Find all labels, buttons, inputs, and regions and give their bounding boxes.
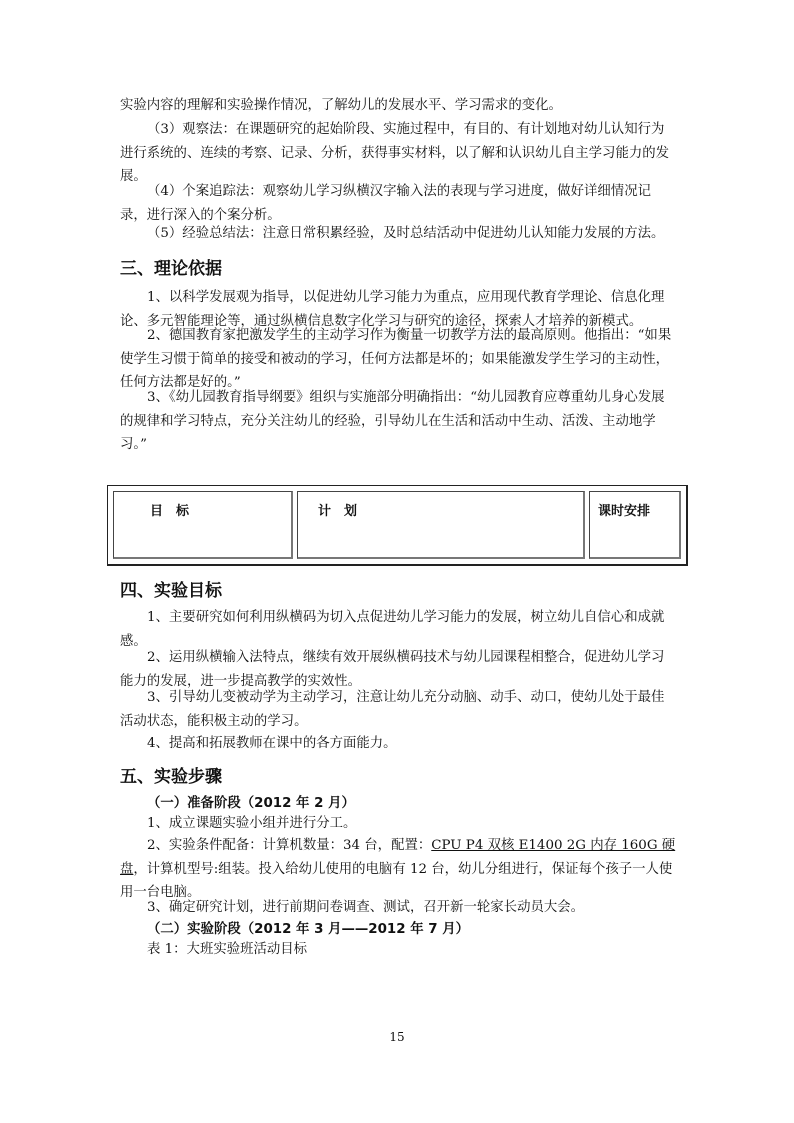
paragraph-goal-3: 3、引导幼儿变被动学为主动学习，注意让幼儿充分动脑、动手、动口，使幼儿处于最佳活动状态，能积极主动的学习。 bbox=[120, 690, 665, 729]
table-1-caption: 表 1：大班实验班活动目标 bbox=[147, 942, 308, 957]
step-2-prefix: 2、实验条件配备：计算机数量：34 台，配置： bbox=[147, 838, 432, 853]
paragraph-intro: 实验内容的理解和实验操作情况，了解幼儿的发展水平、学习需求的变化。 bbox=[120, 98, 562, 113]
stage-heading-experiment: （二）实验阶段（2012 年 3 月——2012 年 7 月） bbox=[147, 922, 470, 937]
table-header-schedule-cell bbox=[589, 491, 681, 559]
paragraph-method-experience: （5）经验总结法：注意日常积累经验，及时总结活动中促进幼儿认知能力发展的方法。 bbox=[147, 226, 665, 241]
page-number: 15 bbox=[389, 1030, 405, 1044]
table-header-schedule: 课时安排 bbox=[598, 504, 651, 519]
table-header-goal-cell bbox=[113, 491, 293, 559]
paragraph-theory-1: 1、以科学发展观为指导，以促进幼儿学习能力为重点，应用现代教育学理论、信息化理论、多元智能理论等，通过纵横信息数字化学习与研究的途径，探索人才培养的新模式。 bbox=[120, 290, 665, 329]
step-2-suffix: ，计算机型号:组装。投入给幼儿使用的电脑有 12 台，幼儿分组进行，保证每个孩子一人使用一台电脑。 bbox=[120, 861, 673, 900]
paragraph-theory-3: 3、《幼儿园教育指导纲要》组织与实施部分明确指出：“幼儿园教育应尊重幼儿身心发展的规律和学习特点，充分关注幼儿的经验，引导幼儿在生活和活动中生动、活泼、主动地学习。” bbox=[120, 390, 665, 452]
activity-table bbox=[107, 485, 687, 565]
section-heading-steps: 五、实验步骤 bbox=[120, 767, 222, 787]
paragraph-goal-4: 4、提高和拓展教师在课中的各方面能力。 bbox=[147, 736, 397, 751]
paragraph-theory-2: 2、德国教育家把激发学生的主动学习作为衡量一切教学方法的最高原则。他指出：“如果使学生习惯于简单的接受和被动的学习，任何方法都是坏的；如果能激发学生学习的主动性，任何方法都是好的。” bbox=[120, 328, 672, 390]
paragraph-method-observation: （3）观察法：在课题研究的起始阶段、实施过程中，有目的、有计划地对幼儿认知行为进行系统的、连续的考察、记录、分析，获得事实材料，以了解和认识幼儿自主学习能力的发展。 bbox=[120, 122, 670, 184]
section-heading-theory: 三、理论依据 bbox=[120, 259, 222, 279]
paragraph-step-3: 3、确定研究计划，进行前期问卷调查、测试，召开新一轮家长动员大会。 bbox=[147, 900, 585, 915]
paragraph-goal-1: 1、主要研究如何利用纵横码为切入点促进幼儿学习能力的发展，树立幼儿自信心和成就感。 bbox=[120, 610, 665, 649]
table-header-plan-cell bbox=[297, 491, 585, 559]
section-heading-goals: 四、实验目标 bbox=[120, 581, 222, 601]
table-header-plan: 计 划 bbox=[318, 504, 358, 519]
paragraph-step-1: 1、成立课题实验小组并进行分工。 bbox=[147, 816, 357, 831]
paragraph-goal-2: 2、运用纵横输入法特点，继续有效开展纵横码技术与幼儿园课程相整合，促进幼儿学习能力的发展，进一步提高教学的实效性。 bbox=[120, 650, 665, 689]
paragraph-method-case-study: （4）个案追踪法：观察幼儿学习纵横汉字输入法的表现与学习进度，做好详细情况记录，进行深入的个案分析。 bbox=[120, 184, 651, 223]
stage-heading-preparation: （一）准备阶段（2012 年 2 月） bbox=[147, 796, 355, 811]
table-header-goal: 目 标 bbox=[150, 504, 190, 519]
computer-config: CPU P4 双核 E1400 2G 内存 160G 硬盘 bbox=[120, 838, 676, 877]
paragraph-step-2 bbox=[120, 834, 676, 905]
